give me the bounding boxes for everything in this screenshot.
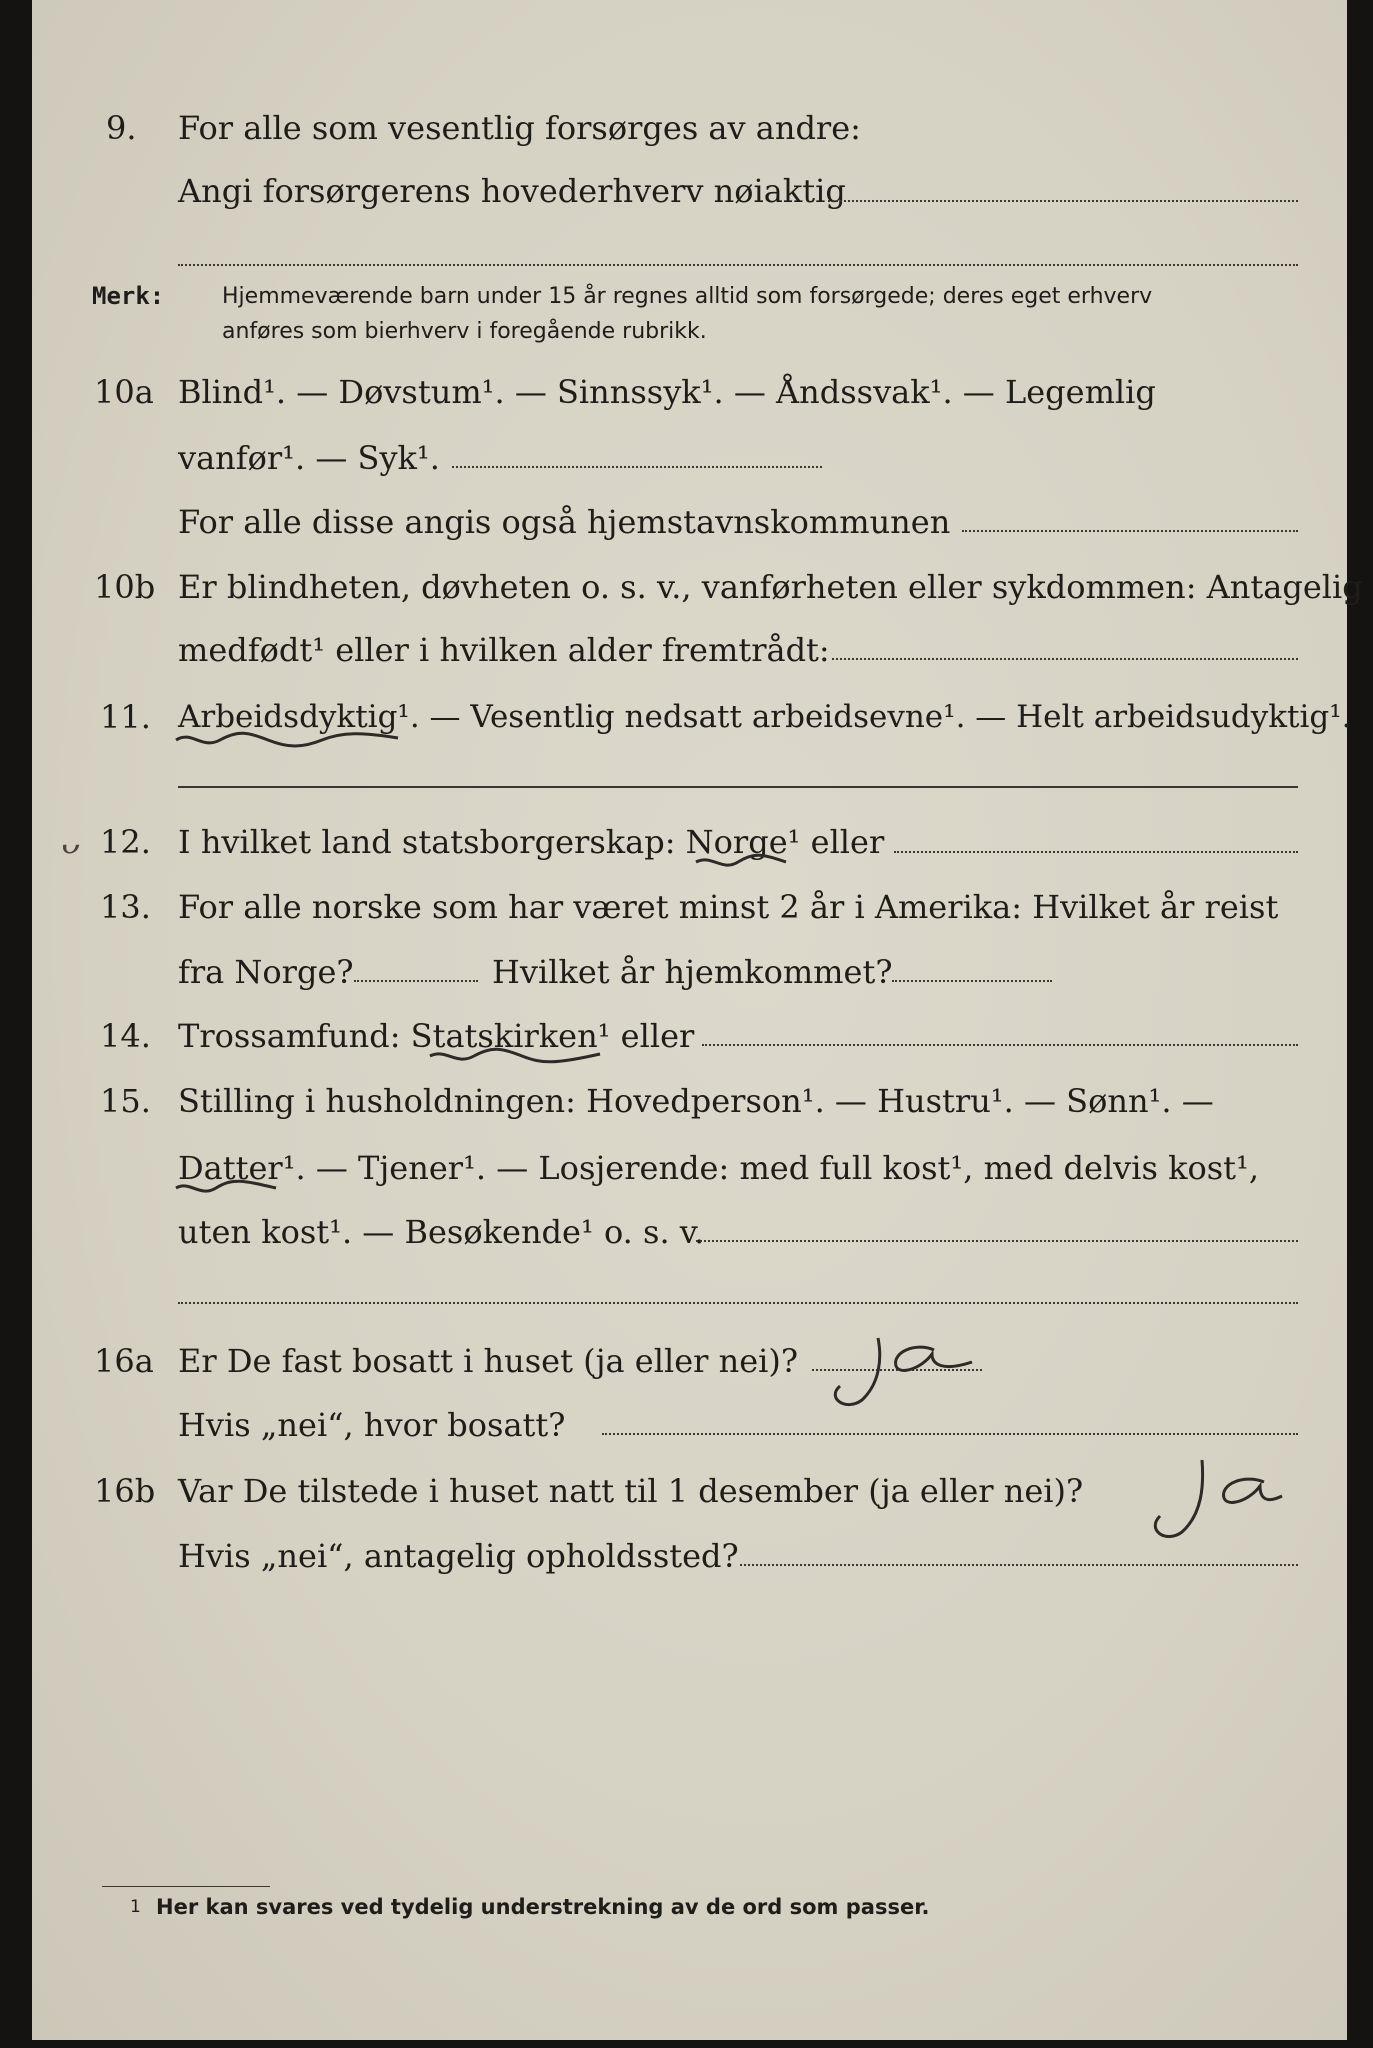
q16b-line1: Var De tilstede i huset natt til 1 desember (ja eller nei)? bbox=[178, 1472, 1084, 1510]
q13-reist-answer-line[interactable] bbox=[354, 980, 478, 982]
q10a-line1: Blind¹. — Døvstum¹. — Sinnssyk¹. — Åndssvak¹. — Legemlig bbox=[178, 373, 1156, 411]
q10a-line2: vanfør¹. — Syk¹. bbox=[178, 439, 440, 477]
item-number-16a: 16a bbox=[94, 1342, 154, 1380]
item-number-14: 14. bbox=[100, 1017, 151, 1055]
q11-line1: Arbeidsdyktig¹. — Vesentlig nedsatt arbeidsevne¹. — Helt arbeidsudyktig¹. bbox=[178, 699, 1352, 735]
q10a-line3: For alle disse angis også hjemstavnskommunen bbox=[178, 503, 951, 541]
q9-line2: Angi forsørgerens hovederhverv nøiaktig bbox=[178, 172, 846, 210]
q16a-handwritten-answer bbox=[822, 1328, 992, 1418]
q16b-handwritten-answer bbox=[1138, 1452, 1288, 1552]
merk-line1: Hjemmeværende barn under 15 år regnes alltid som forsørgede; deres eget erhverv bbox=[222, 284, 1153, 309]
q16b-answer-line[interactable] bbox=[740, 1564, 1298, 1566]
item-number-9: 9. bbox=[106, 109, 137, 147]
underline-statskirken bbox=[426, 1046, 606, 1068]
q13-line2a: fra Norge? bbox=[178, 953, 354, 991]
item-number-12: 12. bbox=[100, 823, 151, 861]
q15-line3: uten kost¹. — Besøkende¹ o. s. v. bbox=[178, 1213, 705, 1251]
q10b-answer-line[interactable] bbox=[832, 658, 1298, 660]
item-number-16b: 16b bbox=[94, 1472, 156, 1510]
footnote-rule bbox=[102, 1886, 270, 1887]
q14-line1: Trossamfund: Statskirken¹ eller bbox=[178, 1017, 695, 1055]
q15-answer-line-2[interactable] bbox=[178, 1302, 1298, 1304]
item-number-11: 11. bbox=[100, 698, 151, 736]
q14-answer-line[interactable] bbox=[702, 1044, 1298, 1046]
q9-line1: For alle som vesentlig forsørges av andre: bbox=[178, 109, 861, 147]
q16a-bosatt-answer-line[interactable] bbox=[602, 1433, 1298, 1435]
q12-line1: I hvilket land statsborgerskap: Norge¹ eller bbox=[178, 823, 885, 861]
merk-line2: anføres som bierhverv i foregående rubrikk. bbox=[222, 319, 707, 344]
q10b-line1: Er blindheten, døvheten o. s. v., vanførheten eller sykdommen: Antagelig bbox=[178, 568, 1363, 606]
footnote-mark: 1 bbox=[130, 1897, 141, 1917]
q12-answer-line[interactable] bbox=[894, 851, 1298, 853]
underline-arbeidsdyktig bbox=[172, 728, 402, 752]
q10a-syk-answer-line[interactable] bbox=[452, 466, 822, 468]
q13-line1: For alle norske som har været minst 2 år i Amerika: Hvilket år reist bbox=[178, 888, 1279, 926]
underline-norge bbox=[692, 852, 792, 874]
footnote-text: Her kan svares ved tydelig understrekning av de ord som passer. bbox=[156, 1895, 930, 1919]
q16a-line1: Er De fast bosatt i huset (ja eller nei)? bbox=[178, 1342, 799, 1380]
merk-label: Merk: bbox=[92, 282, 165, 310]
q9-answer-line[interactable] bbox=[828, 200, 1298, 202]
q10b-line2: medfødt¹ eller i hvilken alder fremtrådt: bbox=[178, 631, 830, 669]
underline-datter bbox=[172, 1178, 282, 1200]
check-mark: ᴗ bbox=[60, 823, 80, 861]
q10a-hjemstavn-answer-line[interactable] bbox=[962, 530, 1298, 532]
q15-line1: Stilling i husholdningen: Hovedperson¹. — Hustru¹. — Sønn¹. — bbox=[178, 1082, 1214, 1120]
census-form-page bbox=[32, 0, 1363, 2040]
q13-line2b: Hvilket år hjemkommet? bbox=[492, 953, 893, 991]
q16a-line2: Hvis „nei“, hvor bosatt? bbox=[178, 1406, 566, 1444]
item-number-10a: 10a bbox=[94, 373, 154, 411]
q11-answer-line[interactable] bbox=[178, 786, 1298, 788]
q15-line2: Datter¹. — Tjener¹. — Losjerende: med full kost¹, med delvis kost¹, bbox=[178, 1149, 1260, 1187]
item-number-10b: 10b bbox=[94, 568, 156, 606]
q15-answer-line[interactable] bbox=[696, 1240, 1298, 1242]
q13-hjemkommet-answer-line[interactable] bbox=[892, 980, 1052, 982]
q9-answer-line-2[interactable] bbox=[178, 264, 1298, 266]
item-number-13: 13. bbox=[100, 888, 151, 926]
q16b-line2: Hvis „nei“, antagelig opholdssted? bbox=[178, 1537, 739, 1575]
item-number-15: 15. bbox=[100, 1082, 151, 1120]
